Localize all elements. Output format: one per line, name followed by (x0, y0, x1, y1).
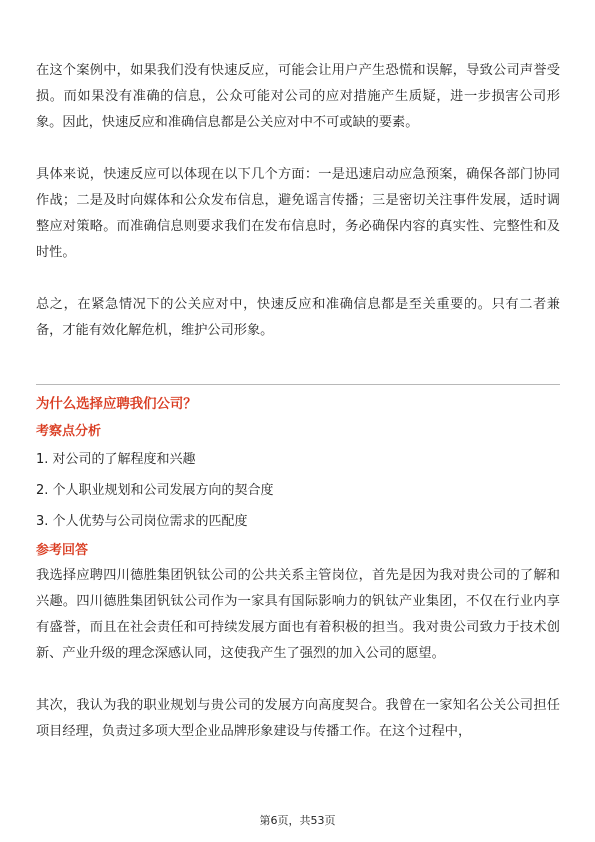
paragraph-case-analysis: 在这个案例中，如果我们没有快速反应，可能会让用户产生恐慌和误解，导致公司声誉受损。而如果没有准确的信息，公众可能对公司的应对措施产生质疑，进一步损害公司形象。因此，快速反应和准确信息都是公关应对中不可或缺的要素。 (36, 63, 560, 130)
section-divider (36, 384, 560, 385)
answer-paragraph: 我选择应聘四川德胜集团钒钛公司的公共关系主管岗位，首先是因为我对贵公司的了解和兴趣。四川德胜集团钒钛公司作为一家具有国际影响力的钒钛产业集团，不仅在行业内享有盛誉，而且在社会责任和可持续发展方面也有着积极的担当。我对贵公司致力于技术创新、产业升级的理念深感认同，这使我产生了强烈的加入公司的愿望。 (36, 568, 560, 661)
paragraph-specifics: 具体来说，快速反应可以体现在以下几个方面：一是迅速启动应急预案，确保各部门协同作战；二是及时向媒体和公众发布信息，避免谣言传播；三是密切关注事件发展，适时调整应对策略。而准确信息则要求我们在发布信息时，务必确保内容的真实性、完整性和及时性。 (36, 167, 560, 260)
paragraph-summary: 总之，在紧急情况下的公关应对中，快速反应和准确信息都是至关重要的。只有二者兼备，才能有效化解危机，维护公司形象。 (36, 297, 560, 338)
analysis-label: 考察点分析 (36, 424, 102, 439)
analysis-point: 1. 对公司的了解程度和兴趣 (36, 452, 196, 467)
top-section (36, 58, 560, 344)
page-number: 第6页，共53页 (259, 814, 336, 827)
answer-paragraph: 其次，我认为我的职业规划与贵公司的发展方向高度契合。我曾在一家知名公关公司担任项目经理，负责过多项大型企业品牌形象建设与传播工作。在这个过程中， (36, 698, 560, 739)
question-title: 为什么选择应聘我们公司？ (36, 397, 197, 412)
analysis-point: 2. 个人职业规划和公司发展方向的契合度 (36, 483, 274, 498)
answer-label: 参考回答 (36, 543, 89, 558)
question-section (36, 392, 560, 745)
analysis-point: 3. 个人优势与公司岗位需求的匹配度 (36, 514, 248, 529)
analysis-points (36, 444, 560, 537)
